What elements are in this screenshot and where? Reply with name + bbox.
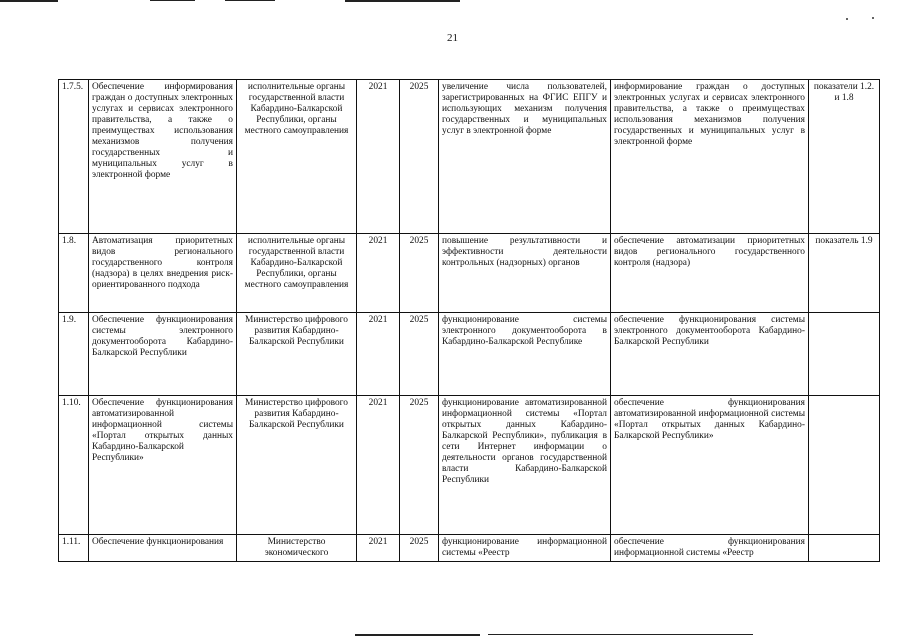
table-row <box>59 313 880 396</box>
expected-result: функционирование системы электронного документооборота в Кабардино-Балкарской Республике <box>439 313 611 396</box>
row-number: 1.9. <box>59 313 89 396</box>
expected-result: повышение результативности и эффективности деятельности контрольных (надзорных) органов <box>439 234 611 313</box>
table-row <box>59 535 880 562</box>
activity-outcome: обеспечение функционирования системы электронного документооборота Кабардино-Балкарской Республики <box>611 313 809 396</box>
row-number: 1.10. <box>59 396 89 535</box>
activity-outcome: информирование граждан о доступных электронных услугах и сервисах электронного правительства, а также о преимуществах использования механизмов получения государственных и муниципальных услуг в электронной форме <box>611 80 809 234</box>
activity-outcome: обеспечение функционирования информационной системы «Реестр <box>611 535 809 562</box>
end-year: 2025 <box>400 234 439 313</box>
indicator-link <box>809 535 880 562</box>
executor: Министерство цифрового развития Кабардино-Балкарской Республики <box>237 396 357 535</box>
executor: исполнительные органы государственной власти Кабардино-Балкарской Республики, органы местного самоуправления <box>237 234 357 313</box>
end-year: 2025 <box>400 396 439 535</box>
expected-result: функционирование информационной системы «Реестр <box>439 535 611 562</box>
end-year: 2025 <box>400 313 439 396</box>
program-activities-table <box>58 79 880 562</box>
table-row <box>59 80 880 234</box>
table-row <box>59 234 880 313</box>
start-year: 2021 <box>357 313 400 396</box>
executor: исполнительные органы государственной власти Кабардино-Балкарской Республики, органы местного самоуправления <box>237 80 357 234</box>
scan-artifact-bottom-right <box>488 634 753 635</box>
indicator-link <box>809 396 880 535</box>
start-year: 2021 <box>357 535 400 562</box>
indicator-link: показатели 1.2. и 1.8 <box>809 80 880 234</box>
executor: Министерство экономического <box>237 535 357 562</box>
scan-artifact-top-mid2 <box>225 0 275 1</box>
activity-outcome: обеспечение функционирования автоматизированной информационной системы «Портал открытых данных Кабардино-Балкарской Республики» <box>611 396 809 535</box>
activity-name: Автоматизация приоритетных видов регионального государственного контроля (надзора) в целях внедрения риск-ориентированного подхода <box>89 234 237 313</box>
start-year: 2021 <box>357 396 400 535</box>
activity-outcome: обеспечение автоматизации приоритетных видов регионального государственного контроля (надзора) <box>611 234 809 313</box>
activity-name: Обеспечение функционирования автоматизированной информационной системы «Портал открытых данных Кабардино-Балкарской Республики» <box>89 396 237 535</box>
start-year: 2021 <box>357 80 400 234</box>
activity-name: Обеспечение функционирования системы электронного документооборота Кабардино-Балкарской Республики <box>89 313 237 396</box>
expected-result: увеличение числа пользователей, зарегистрированных на ФГИС ЕПГУ и использующих механизм получения государственных и муниципальных услуг в электронной форме <box>439 80 611 234</box>
scan-speck <box>872 17 874 19</box>
row-number: 1.7.5. <box>59 80 89 234</box>
row-number: 1.8. <box>59 234 89 313</box>
activity-name: Обеспечение функционирования <box>89 535 237 562</box>
scan-artifact-bottom-left <box>355 634 480 636</box>
scan-artifact-top-mid <box>150 0 195 1</box>
scan-artifact-top-right <box>345 0 460 2</box>
table-row <box>59 396 880 535</box>
activity-name: Обеспечение информирования граждан о доступных электронных услугах и сервисах электронного правительства, а также о преимуществах использования механизмов получения государственных и муниципальных услуг в электронной форме <box>89 80 237 234</box>
indicator-link: показатель 1.9 <box>809 234 880 313</box>
row-number: 1.11. <box>59 535 89 562</box>
scan-artifact-top-left <box>0 0 58 2</box>
scan-speck <box>846 18 848 20</box>
end-year: 2025 <box>400 80 439 234</box>
expected-result: функционирование автоматизированной информационной системы «Портал открытых данных Кабардино-Балкарской Республики», публикация в сети Интернет информации о деятельности органов государственной власти Кабардино-Балкарской Республики <box>439 396 611 535</box>
page-number: 21 <box>447 32 458 44</box>
executor: Министерство цифрового развития Кабардино-Балкарской Республики <box>237 313 357 396</box>
start-year: 2021 <box>357 234 400 313</box>
indicator-link <box>809 313 880 396</box>
end-year: 2025 <box>400 535 439 562</box>
